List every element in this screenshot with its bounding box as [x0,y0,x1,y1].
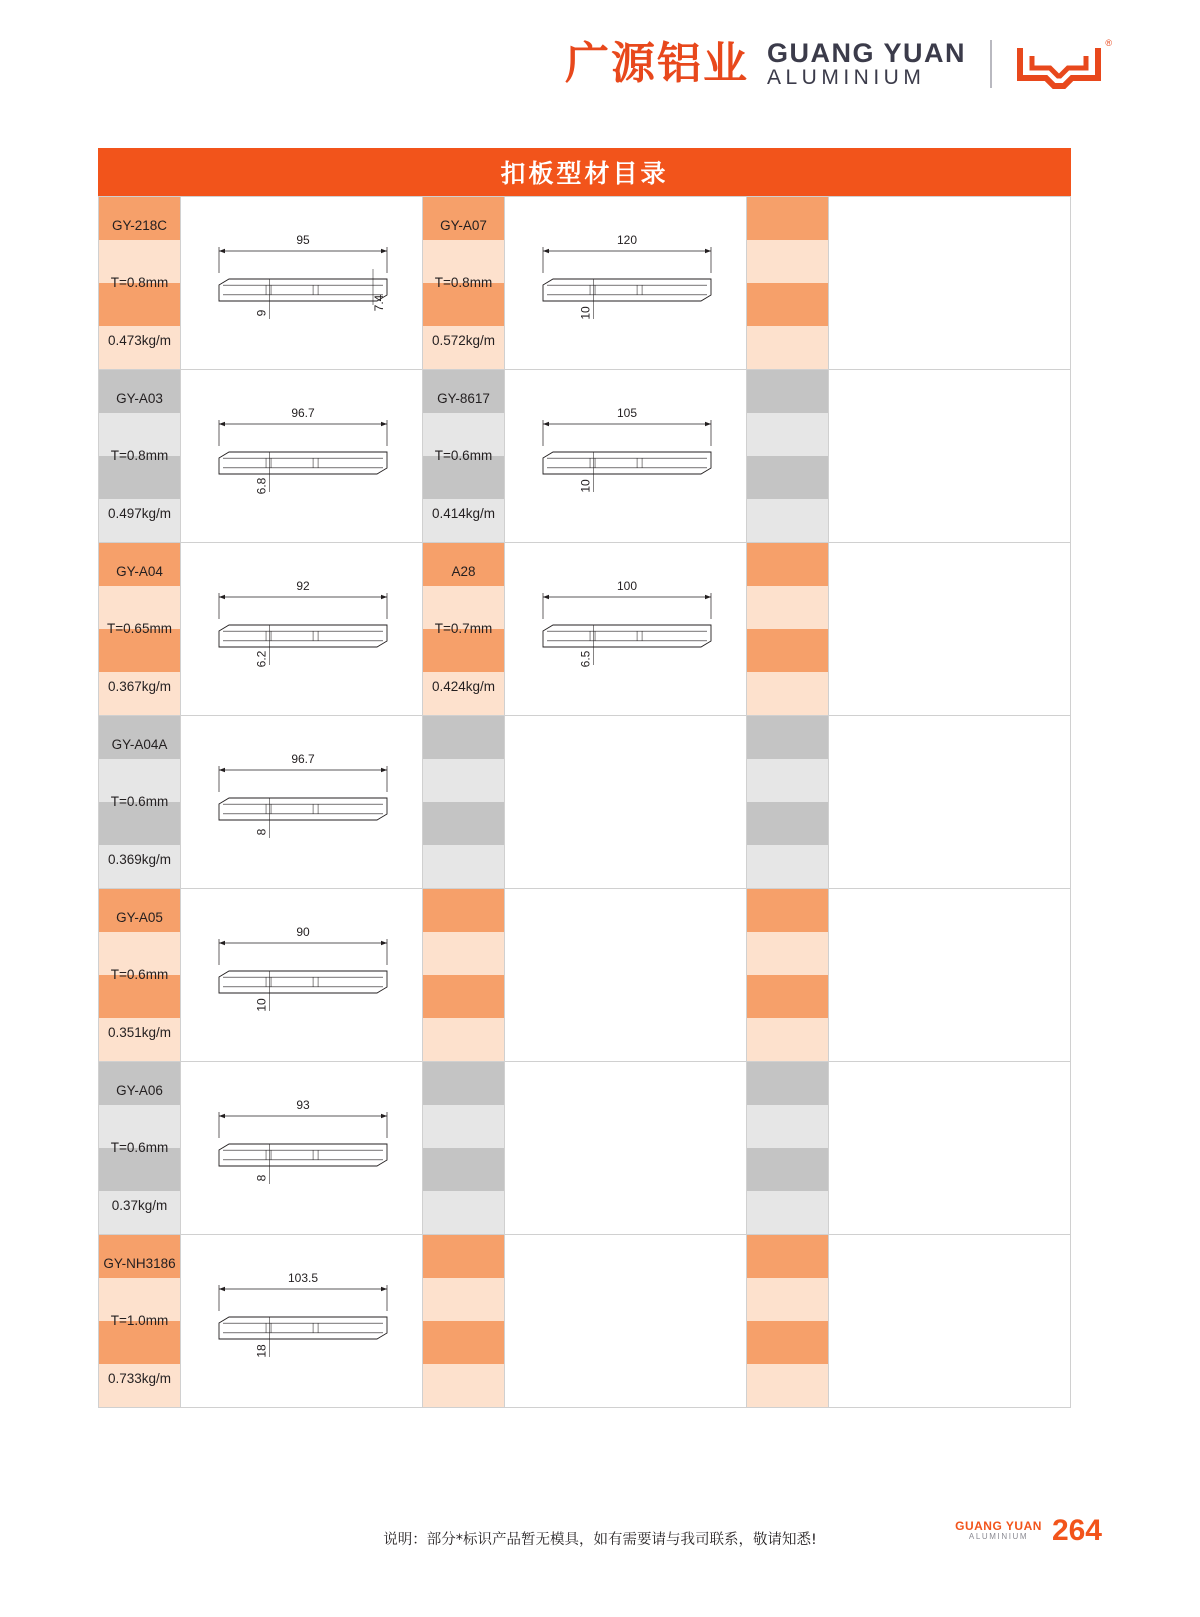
profile-thickness: T=0.8mm [110,448,169,464]
profile-code-cell [99,1062,181,1235]
svg-text:92: 92 [296,579,310,593]
svg-text:105: 105 [616,406,638,420]
tone-stripes [747,197,828,369]
tone-stripe-cell [747,889,829,1062]
profile-drawing-cell [181,543,423,716]
page-header [564,37,1112,90]
svg-text:96.7: 96.7 [291,406,315,420]
profile-code: GY-A07 [440,218,487,234]
svg-text:95: 95 [296,233,310,247]
profile-drawing-cell [181,370,423,543]
svg-text:10: 10 [578,306,593,320]
table-row [99,1235,1071,1408]
profile-weight: 0.369kg/m [107,851,172,867]
page-number: 264 [1051,1514,1102,1547]
empty-cell [829,543,1071,716]
profile-drawing-cell [505,197,747,370]
brand-logo-icon [1016,38,1112,90]
table-row [99,197,1071,370]
tone-stripe-cell [747,1062,829,1235]
profile-drawing-cell [181,1062,423,1235]
profile-weight: 0.497kg/m [107,505,172,521]
svg-text:10: 10 [254,998,269,1012]
brand-chinese-name: 广源铝业 [564,38,749,89]
tone-stripe-cell [747,1235,829,1408]
tone-stripes [423,716,504,888]
page-title: 扣板型材目录 [98,148,1071,196]
tone-stripe-cell [747,370,829,543]
profile-drawing-cell [505,370,747,543]
profile-code-cell [99,370,181,543]
profile-thickness: T=0.6mm [110,794,169,810]
svg-text:103.5: 103.5 [287,1271,319,1285]
brand-english-line2: ALUMINIUM [766,66,926,90]
profile-cross-section-drawing [181,889,421,1061]
profile-catalog-table [98,196,1071,1408]
profile-code-cell [423,543,505,716]
empty-cell [829,197,1071,370]
profile-cross-section-drawing [181,716,421,888]
brand-english-name [767,39,966,89]
empty-cell [829,1235,1071,1408]
tone-stripes [747,370,828,542]
tone-stripes [747,1062,828,1234]
profile-cross-section-drawing [181,197,421,369]
profile-weight: 0.473kg/m [107,332,172,348]
svg-text:9: 9 [254,309,269,317]
tone-stripe-cell [747,543,829,716]
profile-thickness: T=0.6mm [110,967,169,983]
profile-thickness: T=0.8mm [434,275,493,291]
tone-stripes [423,889,504,1061]
profile-code-cell [99,716,181,889]
profile-code-cell [423,1062,505,1235]
tone-stripes [423,1062,504,1234]
svg-text:6.2: 6.2 [254,650,269,668]
profile-cross-section-drawing [505,370,745,542]
svg-text:8: 8 [254,828,269,836]
profile-code-cell [423,197,505,370]
footer-brand [955,1516,1102,1546]
brand-divider [990,40,992,88]
profile-thickness: T=0.7mm [434,621,493,637]
profile-thickness: T=0.6mm [434,448,493,464]
tone-stripe-cell [747,716,829,889]
registered-trademark-icon: ® [1105,38,1112,48]
profile-weight: 0.424kg/m [431,678,496,694]
profile-code-cell [99,1235,181,1408]
profile-thickness: T=0.6mm [110,1140,169,1156]
table-row [99,889,1071,1062]
profile-cross-section-drawing [181,370,421,542]
profile-cross-section-drawing [181,543,421,715]
profile-cross-section-drawing [181,1235,421,1407]
svg-text:8: 8 [254,1174,269,1182]
empty-cell [829,1062,1071,1235]
table-row [99,1062,1071,1235]
profile-code: GY-A04 [116,564,163,580]
profile-weight: 0.572kg/m [431,332,496,348]
tone-stripes [423,1235,504,1407]
profile-drawing-cell [505,1062,747,1235]
profile-drawing-cell [181,197,423,370]
profile-code-cell [423,1235,505,1408]
profile-weight: 0.37kg/m [111,1197,168,1213]
profile-drawing-cell [181,1235,423,1408]
tone-stripes [747,716,828,888]
profile-drawing-cell [181,889,423,1062]
profile-weight: 0.367kg/m [107,678,172,694]
tone-stripe-cell [747,197,829,370]
profile-code-cell [423,716,505,889]
svg-text:6.5: 6.5 [578,650,593,668]
svg-text:96.7: 96.7 [291,752,315,766]
profile-code: GY-A05 [116,910,163,926]
profile-code-cell [99,889,181,1062]
tone-stripes [747,889,828,1061]
svg-text:120: 120 [616,233,638,247]
profile-weight: 0.351kg/m [107,1024,172,1040]
profile-code: GY-A03 [116,391,163,407]
profile-code: A28 [451,564,476,580]
profile-code: GY-NH3186 [103,1256,176,1272]
profile-drawing-cell [181,716,423,889]
profile-code: GY-A06 [116,1083,163,1099]
profile-cross-section-drawing [505,197,745,369]
svg-text:93: 93 [296,1098,310,1112]
footer-note: 说明：部分*标识产品暂无模具，如有需要请与我司联系，敬请知悉! [383,1532,817,1548]
svg-text:18: 18 [254,1344,269,1358]
profile-drawing-cell [505,1235,747,1408]
profile-code-cell [99,197,181,370]
profile-cross-section-drawing [505,543,745,715]
empty-cell [829,370,1071,543]
profile-weight: 0.414kg/m [431,505,496,521]
footer-brand-text [955,1520,1042,1546]
profile-code: GY-A04A [111,737,168,753]
svg-text:10: 10 [578,479,593,493]
tone-stripes [747,1235,828,1407]
profile-weight: 0.733kg/m [107,1370,172,1386]
profile-drawing-cell [505,543,747,716]
profile-cross-section-drawing [181,1062,421,1234]
table-row [99,543,1071,716]
empty-cell [829,716,1071,889]
profile-drawing-cell [505,716,747,889]
svg-text:100: 100 [616,579,638,593]
catalog-sheet [98,148,1071,1408]
table-row [99,370,1071,543]
footer-brand-line2: ALUMINIUM [968,1532,1029,1542]
profile-drawing-cell [505,889,747,1062]
svg-text:6.8: 6.8 [254,477,269,495]
tone-stripes [747,543,828,715]
brand-english-line1: GUANG YUAN [766,37,966,68]
profile-thickness: T=1.0mm [110,1313,169,1329]
svg-text:90: 90 [296,925,310,939]
profile-thickness: T=0.8mm [110,275,169,291]
svg-text:7.4: 7.4 [372,294,386,312]
profile-code: GY-218C [111,218,168,234]
footer-brand-line1: GUANG YUAN [955,1519,1042,1534]
table-row [99,716,1071,889]
profile-thickness: T=0.65mm [107,621,172,637]
empty-cell [829,889,1071,1062]
profile-code-cell [99,543,181,716]
profile-code-cell [423,889,505,1062]
profile-code-cell [423,370,505,543]
profile-code: GY-8617 [437,391,490,407]
